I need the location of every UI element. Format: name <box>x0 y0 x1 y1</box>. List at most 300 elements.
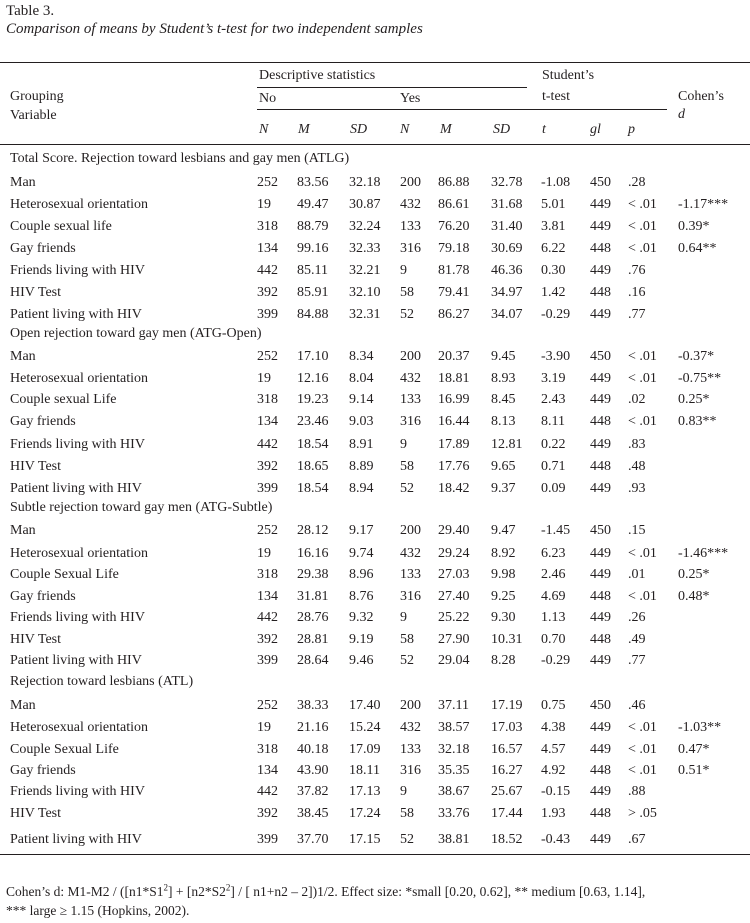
table-cell: 33.76 <box>438 806 470 821</box>
table-cell: 0.83** <box>678 414 717 429</box>
table-cell: 25.67 <box>491 784 523 799</box>
table-cell: 15.24 <box>349 720 381 735</box>
column-header-2: SD <box>350 122 368 137</box>
table-cell: 316 <box>400 241 421 256</box>
table-cell: .16 <box>628 285 646 300</box>
row-label: Couple Sexual Life <box>10 567 119 582</box>
section-title: Rejection toward lesbians (ATL) <box>10 674 194 689</box>
table-cell: 392 <box>257 285 278 300</box>
header-no: No <box>259 91 277 106</box>
header-cohen-line2: d <box>678 107 685 122</box>
table-cell: 23.46 <box>297 414 329 429</box>
table-cell: < .01 <box>628 349 657 364</box>
table-cell: < .01 <box>628 197 657 212</box>
table-cell: 442 <box>257 610 278 625</box>
row-label: Couple sexual life <box>10 219 112 234</box>
table-footnote <box>6 882 746 920</box>
table-cell: 38.57 <box>438 720 470 735</box>
table-cell: 32.10 <box>349 285 381 300</box>
header-nested-rule <box>257 109 667 110</box>
header-bottom-rule <box>0 144 750 145</box>
table-cell: .48 <box>628 459 646 474</box>
table-cell: 27.90 <box>438 632 470 647</box>
table-cell: 32.21 <box>349 263 381 278</box>
table-cell: 18.65 <box>297 459 329 474</box>
table-cell: 17.44 <box>491 806 523 821</box>
table-cell: 18.54 <box>297 437 329 452</box>
table-cell: 0.47* <box>678 742 710 757</box>
table-cell: 17.40 <box>349 698 381 713</box>
table-cell: 28.64 <box>297 653 329 668</box>
table-cell: 28.12 <box>297 523 329 538</box>
table-cell: 32.24 <box>349 219 381 234</box>
table-cell: -0.75** <box>678 371 722 386</box>
footnote-part-c: ] / [ n1+n2 – 2])1/2. Effect size: *small [0.20, 0.62], ** medium [0.63, 1.14], <box>230 884 646 899</box>
table-cell: -0.29 <box>541 307 571 322</box>
table-cell: 40.18 <box>297 742 329 757</box>
row-label: Heterosexual orientation <box>10 371 149 386</box>
table-cell: 86.27 <box>438 307 470 322</box>
table-cell: 58 <box>400 806 414 821</box>
table-cell: 19.23 <box>297 392 329 407</box>
table-cell: 99.16 <box>297 241 329 256</box>
row-label: Man <box>10 175 36 190</box>
table-cell: 392 <box>257 632 278 647</box>
table-cell: 17.89 <box>438 437 470 452</box>
table-cell: 448 <box>590 806 611 821</box>
table-cell: .77 <box>628 307 646 322</box>
column-header-6: t <box>542 122 546 137</box>
table-cell: 449 <box>590 481 611 496</box>
table-cell: 133 <box>400 219 421 234</box>
section-title: Open rejection toward gay men (ATG-Open) <box>10 326 262 341</box>
table-cell: 8.11 <box>541 414 565 429</box>
row-label: Patient living with HIV <box>10 481 142 496</box>
table-cell: 0.30 <box>541 263 566 278</box>
table-cell: 133 <box>400 742 421 757</box>
table-cell: 12.81 <box>491 437 523 452</box>
table-cell: 9.74 <box>349 546 374 561</box>
table-cell: 0.25* <box>678 567 710 582</box>
table-cell: 28.81 <box>297 632 329 647</box>
table-cell: .26 <box>628 610 646 625</box>
table-cell: 252 <box>257 349 278 364</box>
table-cell: 8.96 <box>349 567 374 582</box>
row-label: Friends living with HIV <box>10 610 145 625</box>
table-cell: 200 <box>400 349 421 364</box>
header-student-line1: Student’s <box>542 68 595 83</box>
table-cell: 449 <box>590 219 611 234</box>
table-cell: -0.29 <box>541 653 571 668</box>
table-cell: 79.18 <box>438 241 470 256</box>
table-cell: 0.75 <box>541 698 566 713</box>
table-cell: 399 <box>257 307 278 322</box>
table-cell: 4.38 <box>541 720 566 735</box>
table-cell: 5.01 <box>541 197 566 212</box>
table-cell: 27.40 <box>438 589 470 604</box>
table-cell: 448 <box>590 241 611 256</box>
table-cell: 38.67 <box>438 784 470 799</box>
table-cell: 6.22 <box>541 241 566 256</box>
table-cell: -1.17*** <box>678 197 729 212</box>
table-cell: 38.33 <box>297 698 329 713</box>
table-cell: 9.19 <box>349 632 374 647</box>
table-cell: 9.65 <box>491 459 516 474</box>
table-cell: 0.51* <box>678 763 710 778</box>
bottom-rule <box>0 854 750 855</box>
table-cell: 34.97 <box>491 285 523 300</box>
row-label: HIV Test <box>10 459 62 474</box>
table-cell: .88 <box>628 784 646 799</box>
table-cell: 85.11 <box>297 263 328 278</box>
table-cell: 38.45 <box>297 806 329 821</box>
table-cell: 32.33 <box>349 241 381 256</box>
table-cell: 392 <box>257 806 278 821</box>
table-cell: 0.64** <box>678 241 717 256</box>
table-cell: 1.93 <box>541 806 566 821</box>
table-cell: 9.25 <box>491 589 516 604</box>
table-cell: 449 <box>590 437 611 452</box>
table-cell: 448 <box>590 632 611 647</box>
table-cell: 25.22 <box>438 610 470 625</box>
table-cell: 8.89 <box>349 459 374 474</box>
column-header-7: gl <box>590 122 601 137</box>
table-cell: 17.76 <box>438 459 470 474</box>
table-cell: 86.61 <box>438 197 470 212</box>
table-cell: 9.47 <box>491 523 516 538</box>
column-header-1: M <box>298 122 310 137</box>
table-cell: > .05 <box>628 806 657 821</box>
table-cell: 18.42 <box>438 481 470 496</box>
table-cell: 432 <box>400 371 421 386</box>
table-cell: -0.43 <box>541 832 571 847</box>
table-cell: 9.98 <box>491 567 516 582</box>
table-cell: .49 <box>628 632 646 647</box>
table-cell: 448 <box>590 285 611 300</box>
table-cell: 0.25* <box>678 392 710 407</box>
table-cell: 17.03 <box>491 720 523 735</box>
table-cell: 449 <box>590 784 611 799</box>
table-cell: < .01 <box>628 219 657 234</box>
table-cell: -1.45 <box>541 523 571 538</box>
row-label: Patient living with HIV <box>10 653 142 668</box>
table-cell: 58 <box>400 632 414 647</box>
table-cell: 8.76 <box>349 589 374 604</box>
table-cell: 134 <box>257 241 278 256</box>
row-label: Friends living with HIV <box>10 263 145 278</box>
header-grouping-line2: Variable <box>10 108 57 123</box>
table-cell: 9.03 <box>349 414 374 429</box>
table-cell: 0.70 <box>541 632 566 647</box>
table-cell: 32.78 <box>491 175 523 190</box>
table-cell: -0.15 <box>541 784 571 799</box>
table-cell: .83 <box>628 437 646 452</box>
table-cell: 399 <box>257 481 278 496</box>
table-cell: 449 <box>590 610 611 625</box>
table-cell: 1.42 <box>541 285 566 300</box>
table-cell: 12.16 <box>297 371 329 386</box>
table-cell: .77 <box>628 653 646 668</box>
table-cell: 0.48* <box>678 589 710 604</box>
column-header-4: M <box>440 122 452 137</box>
table-cell: 449 <box>590 392 611 407</box>
table-cell: 16.44 <box>438 414 470 429</box>
table-cell: 18.11 <box>349 763 380 778</box>
table-cell: 9.17 <box>349 523 374 538</box>
table-cell: 449 <box>590 742 611 757</box>
column-header-3: N <box>400 122 410 137</box>
table-cell: 134 <box>257 589 278 604</box>
table-cell: 0.39* <box>678 219 710 234</box>
table-cell: 0.09 <box>541 481 566 496</box>
row-label: HIV Test <box>10 806 62 821</box>
table-cell: 252 <box>257 175 278 190</box>
table-cell: < .01 <box>628 589 657 604</box>
table-cell: 449 <box>590 567 611 582</box>
table-cell: 3.81 <box>541 219 566 234</box>
table-cell: 46.36 <box>491 263 523 278</box>
table-cell: < .01 <box>628 414 657 429</box>
section-title: Total Score. Rejection toward lesbians and gay men (ATLG) <box>10 151 350 166</box>
row-label: Heterosexual orientation <box>10 546 149 561</box>
table-cell: 449 <box>590 197 611 212</box>
table-cell: 32.18 <box>349 175 381 190</box>
table-cell: .01 <box>628 567 646 582</box>
table-cell: 432 <box>400 546 421 561</box>
table-cell: 1.13 <box>541 610 566 625</box>
table-cell: 31.68 <box>491 197 523 212</box>
row-label: Man <box>10 523 36 538</box>
table-cell: 448 <box>590 459 611 474</box>
header-yes: Yes <box>400 91 421 106</box>
table-cell: 316 <box>400 763 421 778</box>
table-cell: 16.57 <box>491 742 523 757</box>
footnote-line-2: *** large ≥ 1.15 (Hopkins, 2002). <box>6 903 190 918</box>
table-cell: 19 <box>257 546 271 561</box>
footnote-sup-2: 2 <box>225 882 231 893</box>
table-cell: 32.18 <box>438 742 470 757</box>
row-label: Man <box>10 349 36 364</box>
table-cell: 30.69 <box>491 241 523 256</box>
row-label: Friends living with HIV <box>10 784 145 799</box>
table-cell: .93 <box>628 481 646 496</box>
table-cell: 35.35 <box>438 763 470 778</box>
table-cell: 450 <box>590 175 611 190</box>
table-caption-label: Table 3. <box>6 3 55 19</box>
table-cell: .28 <box>628 175 646 190</box>
table-cell: 52 <box>400 832 414 847</box>
table-cell: 448 <box>590 589 611 604</box>
table-cell: 449 <box>590 653 611 668</box>
table-cell: 34.07 <box>491 307 523 322</box>
table-cell: 432 <box>400 197 421 212</box>
table-cell: 448 <box>590 763 611 778</box>
row-label: Couple Sexual Life <box>10 742 119 757</box>
table-cell: 31.40 <box>491 219 523 234</box>
table-cell: -0.37* <box>678 349 715 364</box>
table-cell: .15 <box>628 523 646 538</box>
header-grouping-line1: Grouping <box>10 89 64 104</box>
table-cell: 29.04 <box>438 653 470 668</box>
header-descriptive-rule <box>257 87 527 88</box>
table-cell: < .01 <box>628 371 657 386</box>
table-cell: 52 <box>400 653 414 668</box>
table-cell: 200 <box>400 175 421 190</box>
table-caption-title: Comparison of means by Student’s t-test for two independent samples <box>6 21 423 37</box>
column-header-0: N <box>259 122 269 137</box>
table-cell: 252 <box>257 523 278 538</box>
table-cell: .76 <box>628 263 646 278</box>
table-cell: 449 <box>590 720 611 735</box>
table-cell: 8.04 <box>349 371 374 386</box>
table-cell: 318 <box>257 219 278 234</box>
row-label: HIV Test <box>10 285 62 300</box>
top-rule <box>0 62 750 63</box>
column-header-8: p <box>628 122 635 137</box>
table-cell: 17.09 <box>349 742 381 757</box>
table-cell: 449 <box>590 832 611 847</box>
table-cell: 27.03 <box>438 567 470 582</box>
table-cell: 37.82 <box>297 784 329 799</box>
table-cell: 134 <box>257 763 278 778</box>
table-cell: 8.28 <box>491 653 516 668</box>
table-cell: .02 <box>628 392 646 407</box>
table-cell: 37.11 <box>438 698 469 713</box>
table-cell: 9 <box>400 784 407 799</box>
table-cell: 9.32 <box>349 610 374 625</box>
row-label: Man <box>10 698 36 713</box>
table-cell: 8.94 <box>349 481 374 496</box>
table-cell: 9.45 <box>491 349 516 364</box>
row-label: Couple sexual Life <box>10 392 117 407</box>
table-cell: 8.45 <box>491 392 516 407</box>
table-cell: -1.46*** <box>678 546 729 561</box>
row-label: Gay friends <box>10 589 76 604</box>
table-cell: 49.47 <box>297 197 329 212</box>
table-cell: 29.40 <box>438 523 470 538</box>
table-cell: 3.19 <box>541 371 566 386</box>
table-cell: 81.78 <box>438 263 470 278</box>
table-cell: 450 <box>590 349 611 364</box>
header-student-line2: t-test <box>542 89 570 104</box>
row-label: Heterosexual orientation <box>10 197 149 212</box>
table-cell: 83.56 <box>297 175 329 190</box>
table-cell: 30.87 <box>349 197 381 212</box>
table-cell: 17.24 <box>349 806 381 821</box>
table-cell: 316 <box>400 414 421 429</box>
table-cell: 448 <box>590 414 611 429</box>
table-cell: 18.81 <box>438 371 470 386</box>
table-cell: 0.71 <box>541 459 566 474</box>
table-cell: 9.14 <box>349 392 374 407</box>
table-cell: 17.19 <box>491 698 523 713</box>
table-cell: 9 <box>400 437 407 452</box>
table-cell: 29.24 <box>438 546 470 561</box>
table-cell: .67 <box>628 832 646 847</box>
row-label: Patient living with HIV <box>10 307 142 322</box>
table-cell: 28.76 <box>297 610 329 625</box>
row-label: Friends living with HIV <box>10 437 145 452</box>
table-cell: 2.46 <box>541 567 566 582</box>
table-cell: 16.16 <box>297 546 329 561</box>
table-cell: 16.99 <box>438 392 470 407</box>
table-cell: 2.43 <box>541 392 566 407</box>
table-cell: 442 <box>257 784 278 799</box>
table-cell: 200 <box>400 698 421 713</box>
table-cell: 32.31 <box>349 307 381 322</box>
table-cell: 252 <box>257 698 278 713</box>
header-descriptive: Descriptive statistics <box>259 68 376 83</box>
table-cell: 19 <box>257 371 271 386</box>
table-cell: 85.91 <box>297 285 329 300</box>
table-cell: .46 <box>628 698 646 713</box>
table-cell: 84.88 <box>297 307 329 322</box>
footnote-part-b: ] + [n2*S2 <box>168 884 226 899</box>
table-cell: 318 <box>257 742 278 757</box>
table-cell: 442 <box>257 437 278 452</box>
footnote-part-a: Cohen’s d: M1-M2 / ([n1*S1 <box>6 884 164 899</box>
table-cell: 449 <box>590 546 611 561</box>
table-cell: 449 <box>590 263 611 278</box>
table-cell: 88.79 <box>297 219 329 234</box>
table-cell: 19 <box>257 720 271 735</box>
table-cell: 19 <box>257 197 271 212</box>
row-label: Gay friends <box>10 414 76 429</box>
table-cell: 8.34 <box>349 349 374 364</box>
table-cell: 133 <box>400 392 421 407</box>
row-label: HIV Test <box>10 632 62 647</box>
table-cell: 58 <box>400 459 414 474</box>
table-cell: 10.31 <box>491 632 523 647</box>
table-cell: 8.13 <box>491 414 516 429</box>
table-cell: 9.46 <box>349 653 374 668</box>
column-header-5: SD <box>493 122 511 137</box>
table-cell: 86.88 <box>438 175 470 190</box>
table-cell: 17.13 <box>349 784 381 799</box>
table-cell: 38.81 <box>438 832 470 847</box>
section-title: Subtle rejection toward gay men (ATG-Subtle) <box>10 500 273 515</box>
table-cell: < .01 <box>628 742 657 757</box>
table-cell: 4.92 <box>541 763 566 778</box>
row-label: Gay friends <box>10 763 76 778</box>
table-cell: 449 <box>590 307 611 322</box>
table-cell: 9 <box>400 610 407 625</box>
table-cell: 450 <box>590 523 611 538</box>
table-cell: 8.93 <box>491 371 516 386</box>
table-cell: 316 <box>400 589 421 604</box>
table-cell: 17.10 <box>297 349 329 364</box>
table-cell: 9.30 <box>491 610 516 625</box>
table-cell: -1.03** <box>678 720 722 735</box>
table-cell: 8.92 <box>491 546 516 561</box>
table-cell: 79.41 <box>438 285 470 300</box>
table-cell: 58 <box>400 285 414 300</box>
footnote-sup-1: 2 <box>163 882 169 893</box>
table-cell: 442 <box>257 263 278 278</box>
table-cell: 4.69 <box>541 589 566 604</box>
row-label: Gay friends <box>10 241 76 256</box>
row-label: Patient living with HIV <box>10 832 142 847</box>
table-cell: 200 <box>400 523 421 538</box>
table-cell: 29.38 <box>297 567 329 582</box>
table-cell: 76.20 <box>438 219 470 234</box>
table-cell: 392 <box>257 459 278 474</box>
table-cell: 18.54 <box>297 481 329 496</box>
table-cell: 20.37 <box>438 349 470 364</box>
table-cell: 9 <box>400 263 407 278</box>
table-cell: -3.90 <box>541 349 571 364</box>
table-cell: 450 <box>590 698 611 713</box>
